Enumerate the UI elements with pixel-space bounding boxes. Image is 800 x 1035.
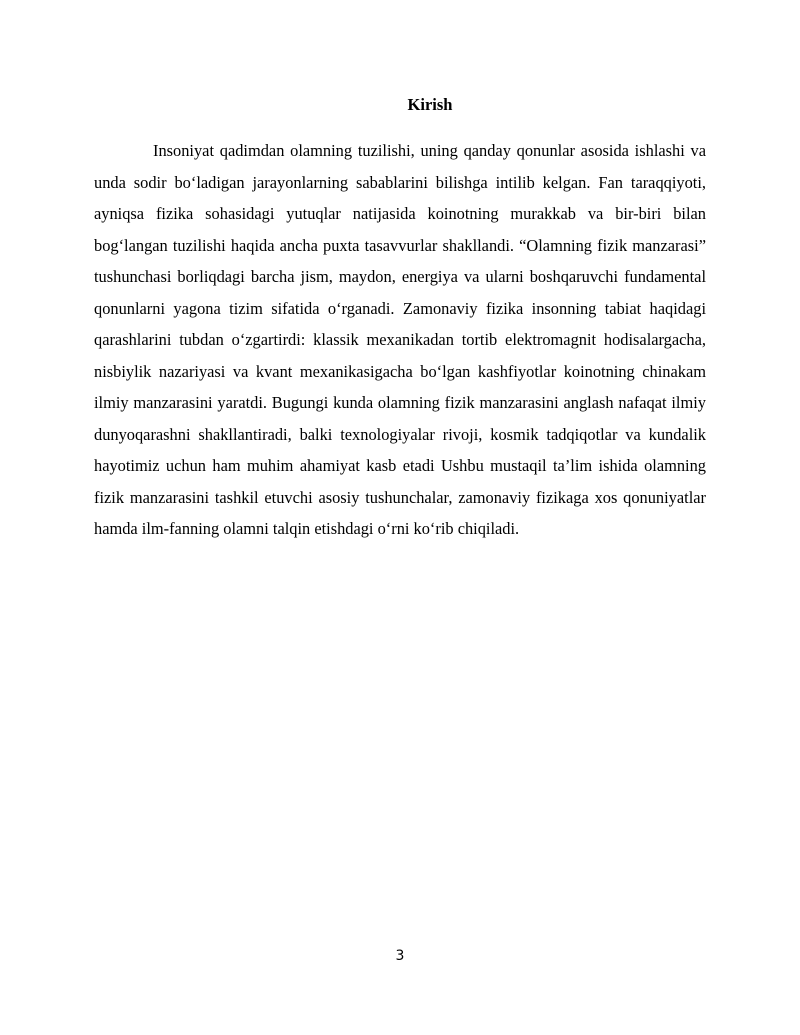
- section-heading: Kirish: [407, 95, 453, 114]
- body-paragraph: Insoniyat qadimdan olamning tuzilishi, uning qanday qonunlar asosida ishlashi va unda sodir bo‘ladigan jarayonlarning sabablarini bilishga intilib kelgan. Fan taraqqiyoti, ayniqsa fizika sohasidagi yutuqlar natijasida koinotning murakkab va bir-biri bilan bog‘langan tuzilishi haqida ancha puxta tasavvurlar shakllandi. “Olamning fizik manzarasi” tushunchasi borliqdagi barcha jism, maydon, energiya va ularni boshqaruvchi fundamental qonunlarni yagona tizim sifatida o‘rganadi. Zamonaviy fizika insonning tabiat haqidagi qarashlarini tubdan o‘zgartirdi: klassik mexanikadan tortib elektromagnit hodisalargacha, nisbiylik nazariyasi va kvant mexanikasigacha bo‘lgan kashfiyotlar koinotning chinakam ilmiy manzarasini yaratdi. Bugungi kunda olamning fizik manzarasini anglash nafaqat ilmiy dunyoqarashni shakllantiradi, balki texnologiyalar rivoji, kosmik tadqiqotlar va kundalik hayotimiz uchun ham muhim ahamiyat kasb etadi Ushbu mustaqil ta’lim ishida olamning fizik manzarasini tashkil etuvchi asosiy tushunchalar, zamonaviy fizikaga xos qonuniyatlar hamda ilm-fanning olamni talqin etishdagi o‘rni ko‘rib chiqiladi.: [94, 141, 706, 538]
- page-number: 3: [395, 948, 405, 964]
